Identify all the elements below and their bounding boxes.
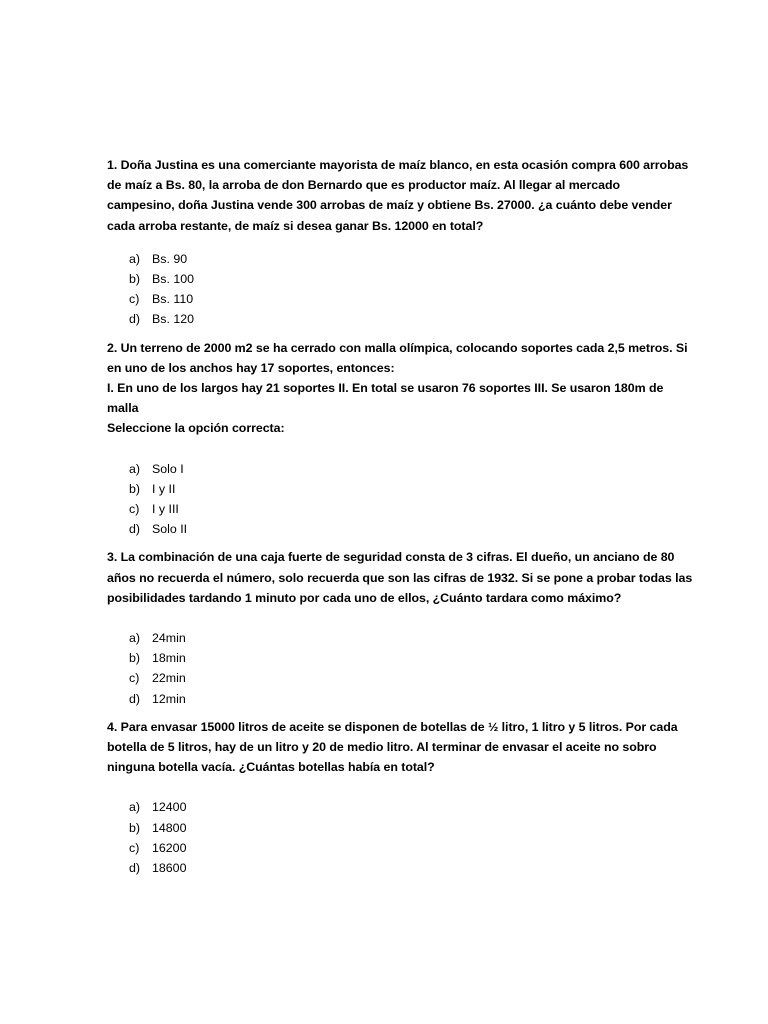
option-letter: d) [129,312,141,327]
answer-options [107,249,677,330]
option-letter: b) [129,481,141,496]
question-line: 4. Para envasar 15000 litros de aceite se disponen de botellas de ½ litro, 1 litro y 5 litros. Por cada [107,719,678,734]
question-4 [107,717,677,878]
question-line: de maíz a Bs. 80, la arroba de don Bernardo que es productor maíz. Al llegar al mercado [107,178,620,193]
option-text: Bs. 120 [152,312,195,327]
question-text [107,717,677,778]
option-letter: c) [129,502,140,517]
option-letter: d) [129,861,141,876]
document-page [107,155,693,878]
option-b [107,479,677,499]
option-text: 14800 [152,820,187,835]
question-line: I. En uno de los largos hay 21 soportes II. En total se usaron 76 soportes III. Se usaron 180m de [107,381,664,396]
option-letter: c) [129,840,140,855]
option-text: Bs. 110 [152,292,194,307]
option-d [107,689,677,709]
option-letter: b) [129,820,141,835]
question-1 [107,155,689,330]
option-text: 12min [152,691,186,706]
option-letter: a) [129,631,141,646]
option-d [107,309,677,329]
option-d [107,858,677,878]
option-b [107,818,677,838]
option-c [107,838,677,858]
option-letter: b) [129,272,141,287]
option-text: I y II [152,481,176,496]
option-text: I y III [152,502,179,517]
option-text: Solo I [152,461,184,476]
option-b [107,648,677,668]
answer-options [107,628,677,709]
question-line: 1. Doña Justina es una comerciante mayorista de maíz blanco, en esta ocasión compra 600 arrobas [107,158,689,172]
question-line: Seleccione la opción correcta: [107,421,285,436]
option-text: 16200 [152,840,187,855]
option-a [107,459,677,479]
option-d [107,519,677,539]
question-line: botella de 5 litros, hay de un litro y 20 de medio litro. Al terminar de envasar el aceite no sobro [107,740,657,755]
question-text [107,547,693,608]
option-a [107,628,677,648]
option-letter: a) [129,251,141,266]
question-3 [107,547,693,708]
option-text: Bs. 100 [152,272,195,287]
question-line: en uno de los anchos hay 17 soportes, entonces: [107,360,395,375]
option-text: 18600 [152,861,187,876]
option-letter: a) [129,800,141,815]
option-text: Bs. 90 [152,251,188,266]
option-c [107,289,677,309]
option-text: 12400 [152,800,187,815]
question-line: malla [107,401,139,416]
question-line: cada arroba restante, de maíz si desea ganar Bs. 12000 en total? [107,218,484,233]
option-c [107,499,677,519]
option-letter: c) [129,671,140,686]
option-c [107,668,677,688]
option-text: 24min [152,631,186,646]
option-letter: d) [129,691,141,706]
question-line: campesino, doña Justina vende 300 arrobas de maíz y obtiene Bs. 27000. ¿a cuánto debe vender [107,198,672,213]
option-letter: b) [129,651,141,666]
question-line: años no recuerda el número, solo recuerda que son las cifras de 1932. Si se pone a probar todas las [107,570,693,585]
question-line: ninguna botella vacía. ¿Cuántas botellas había en total? [107,760,435,775]
option-text: 18min [152,651,186,666]
option-a [107,249,677,269]
option-text: 22min [152,671,186,686]
question-text [107,155,689,236]
option-b [107,269,677,289]
option-a [107,797,677,817]
question-line: 2. Un terreno de 2000 m2 se ha cerrado con malla olímpica, colocando soportes cada 2,5 metros. Si [107,340,688,355]
question-text [107,338,688,439]
option-text: Solo II [152,522,188,537]
question-line: 3. La combinación de una caja fuerte de seguridad consta de 3 cifras. El dueño, un anciano de 80 [107,550,675,565]
answer-options [107,797,677,878]
question-2 [107,338,688,540]
answer-options [107,459,677,540]
option-letter: a) [129,461,141,476]
question-line: posibilidades tardando 1 minuto por cada uno de ellos, ¿Cuánto tardara como máximo? [107,590,622,605]
option-letter: d) [129,522,141,537]
option-letter: c) [129,292,140,307]
